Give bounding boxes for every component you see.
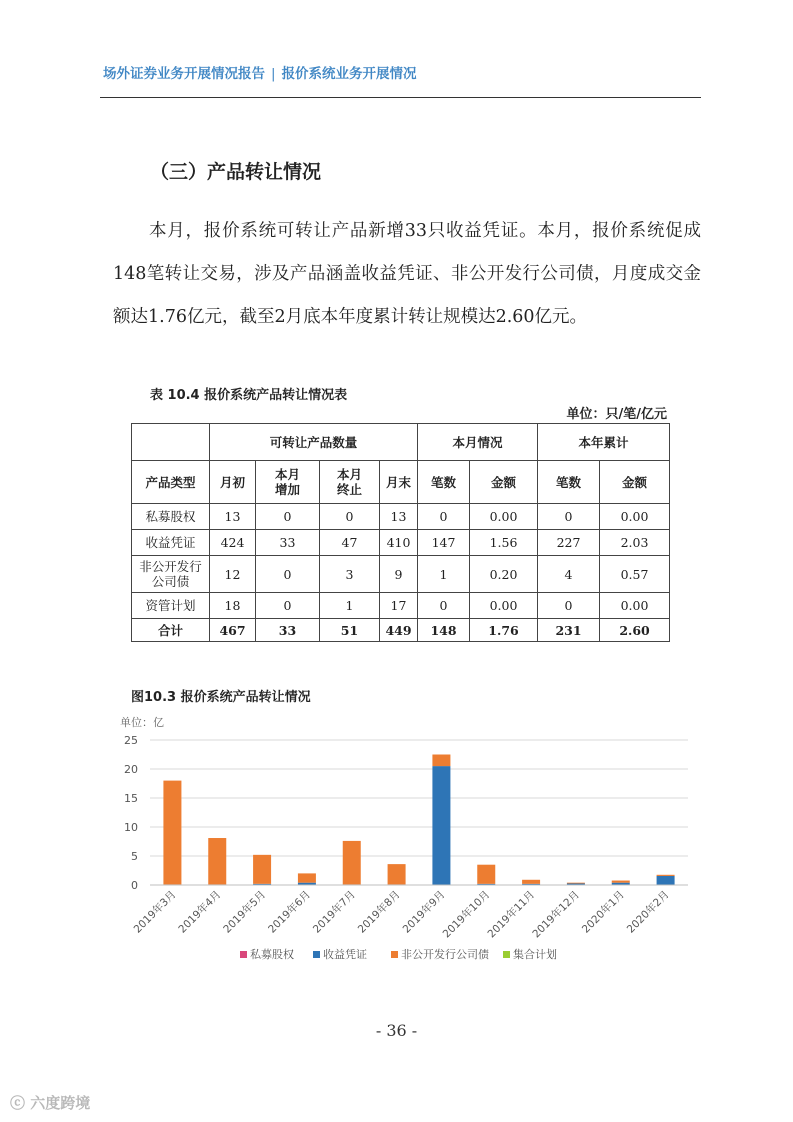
x-tick-label: 2019年4月 bbox=[176, 888, 224, 936]
cell: 47 bbox=[320, 530, 380, 556]
cell: 33 bbox=[256, 619, 320, 642]
cell: 231 bbox=[538, 619, 600, 642]
x-tick-label: 2019年6月 bbox=[266, 888, 314, 936]
bar-segment bbox=[612, 881, 630, 883]
bar-segment bbox=[298, 873, 316, 882]
bar-segment bbox=[657, 875, 675, 876]
bar-segment bbox=[432, 755, 450, 767]
header-left: 场外证券业务开展情况报告 bbox=[103, 66, 265, 82]
header-rule bbox=[100, 97, 701, 98]
table-row bbox=[132, 556, 670, 593]
x-tick-label: 2020年1月 bbox=[579, 888, 627, 936]
column-header: 金额 bbox=[600, 461, 670, 504]
cell: 51 bbox=[320, 619, 380, 642]
bar-segment bbox=[522, 880, 540, 884]
legend-label: 非公开发行公司债 bbox=[401, 948, 489, 961]
column-header: 金额 bbox=[470, 461, 538, 504]
table-row bbox=[132, 593, 670, 619]
bar-segment bbox=[253, 855, 271, 884]
x-tick-label: 2019年11月 bbox=[485, 888, 538, 941]
cell: 2.03 bbox=[600, 530, 670, 556]
column-header: 月末 bbox=[380, 461, 418, 504]
bar-segment bbox=[343, 841, 361, 885]
table-unit: 单位：只/笔/亿元 bbox=[566, 407, 667, 422]
watermark bbox=[10, 1092, 90, 1113]
legend-swatch bbox=[503, 951, 510, 958]
cell: 1.56 bbox=[470, 530, 538, 556]
cell: 0 bbox=[538, 504, 600, 530]
cell: 449 bbox=[380, 619, 418, 642]
cell: 0.00 bbox=[600, 593, 670, 619]
table-header-row bbox=[132, 461, 670, 504]
y-tick-label: 0 bbox=[131, 879, 138, 892]
cell: 3 bbox=[320, 556, 380, 593]
column-header: 月初 bbox=[210, 461, 256, 504]
cell: 0 bbox=[320, 504, 380, 530]
cell: 2.60 bbox=[600, 619, 670, 642]
group-header: 本月情况 bbox=[418, 424, 538, 461]
legend-swatch bbox=[240, 951, 247, 958]
cell: 合计 bbox=[132, 619, 210, 642]
cell: 0.00 bbox=[470, 593, 538, 619]
table-header-group-row bbox=[132, 424, 670, 461]
cell: 0 bbox=[418, 593, 470, 619]
cell: 18 bbox=[210, 593, 256, 619]
y-tick-label: 25 bbox=[124, 734, 138, 747]
section-title: （三）产品转让情况 bbox=[150, 161, 322, 183]
legend-label: 收益凭证 bbox=[323, 948, 367, 961]
column-header: 笔数 bbox=[538, 461, 600, 504]
header-right: 报价系统业务开展情况 bbox=[281, 66, 417, 82]
header-separator: | bbox=[271, 66, 276, 82]
cell: 17 bbox=[380, 593, 418, 619]
cell: 9 bbox=[380, 556, 418, 593]
cell: 私募股权 bbox=[132, 504, 210, 530]
x-tick-label: 2019年5月 bbox=[221, 888, 269, 936]
y-tick-label: 15 bbox=[124, 792, 138, 805]
legend-swatch bbox=[313, 951, 320, 958]
x-tick-label: 2019年12月 bbox=[530, 888, 583, 941]
cell: 0 bbox=[256, 593, 320, 619]
bar-segment bbox=[567, 883, 585, 884]
cell: 33 bbox=[256, 530, 320, 556]
cell: 0 bbox=[256, 504, 320, 530]
table-total-row bbox=[132, 619, 670, 642]
x-tick-label: 2019年10月 bbox=[440, 888, 493, 941]
cell: 4 bbox=[538, 556, 600, 593]
cell: 13 bbox=[210, 504, 256, 530]
cell: 0 bbox=[418, 504, 470, 530]
cell: 410 bbox=[380, 530, 418, 556]
table-caption: 表 10.4 报价系统产品转让情况表 bbox=[150, 388, 348, 403]
x-tick-label: 2019年3月 bbox=[131, 888, 179, 936]
cell: 148 bbox=[418, 619, 470, 642]
cell: 424 bbox=[210, 530, 256, 556]
cell: 1.76 bbox=[470, 619, 538, 642]
header-empty-cell bbox=[132, 424, 210, 461]
transfer-table bbox=[131, 423, 670, 642]
body-paragraph: 本月，报价系统可转让产品新增33只收益凭证。本月，报价系统促成148笔转让交易，涉及产品涵盖收益凭证、非公开发行公司债，月度成交金额达1.76亿元，截至2月底本年度累计转让规模达2.60亿元。 bbox=[113, 221, 701, 327]
y-tick-label: 10 bbox=[124, 821, 138, 834]
watermark-text: 六度跨境 bbox=[30, 1094, 91, 1112]
cell: 0.00 bbox=[470, 504, 538, 530]
bar-segment bbox=[208, 838, 226, 884]
table-row bbox=[132, 504, 670, 530]
cell: 资管计划 bbox=[132, 593, 210, 619]
cell: 147 bbox=[418, 530, 470, 556]
cell: 0.00 bbox=[600, 504, 670, 530]
legend-label: 私募股权 bbox=[250, 948, 294, 961]
column-header: 笔数 bbox=[418, 461, 470, 504]
cell: 1 bbox=[320, 593, 380, 619]
bar-segment bbox=[163, 781, 181, 885]
bar-segment bbox=[388, 864, 406, 884]
page-number: - 36 - bbox=[375, 1021, 418, 1040]
watermark-logo-icon: ⓒ bbox=[10, 1094, 26, 1112]
cell: 0 bbox=[538, 593, 600, 619]
column-header: 产品类型 bbox=[132, 461, 210, 504]
cell: 227 bbox=[538, 530, 600, 556]
legend-swatch bbox=[391, 951, 398, 958]
cell: 0.57 bbox=[600, 556, 670, 593]
column-header: 本月终止 bbox=[320, 461, 380, 504]
table-row bbox=[132, 530, 670, 556]
group-header: 可转让产品数量 bbox=[210, 424, 418, 461]
legend-label: 集合计划 bbox=[513, 948, 557, 961]
cell: 12 bbox=[210, 556, 256, 593]
cell: 1 bbox=[418, 556, 470, 593]
x-tick-label: 2019年9月 bbox=[400, 888, 448, 936]
bar-segment bbox=[477, 865, 495, 884]
y-tick-label: 20 bbox=[124, 763, 138, 776]
cell: 收益凭证 bbox=[132, 530, 210, 556]
running-header bbox=[103, 62, 417, 82]
bar-segment bbox=[657, 876, 675, 885]
cell: 非公开发行公司债 bbox=[132, 556, 210, 593]
figure-caption: 图10.3 报价系统产品转让情况 bbox=[131, 690, 311, 705]
cell: 0 bbox=[256, 556, 320, 593]
transfer-chart bbox=[110, 710, 700, 980]
column-header: 本月增加 bbox=[256, 461, 320, 504]
cell: 13 bbox=[380, 504, 418, 530]
x-tick-label: 2020年2月 bbox=[624, 888, 672, 936]
group-header: 本年累计 bbox=[538, 424, 670, 461]
chart-unit-label: 单位：亿 bbox=[120, 716, 164, 729]
y-tick-label: 5 bbox=[131, 850, 138, 863]
x-tick-label: 2019年7月 bbox=[310, 888, 358, 936]
cell: 467 bbox=[210, 619, 256, 642]
x-tick-label: 2019年8月 bbox=[355, 888, 403, 936]
bar-segment bbox=[432, 766, 450, 885]
cell: 0.20 bbox=[470, 556, 538, 593]
